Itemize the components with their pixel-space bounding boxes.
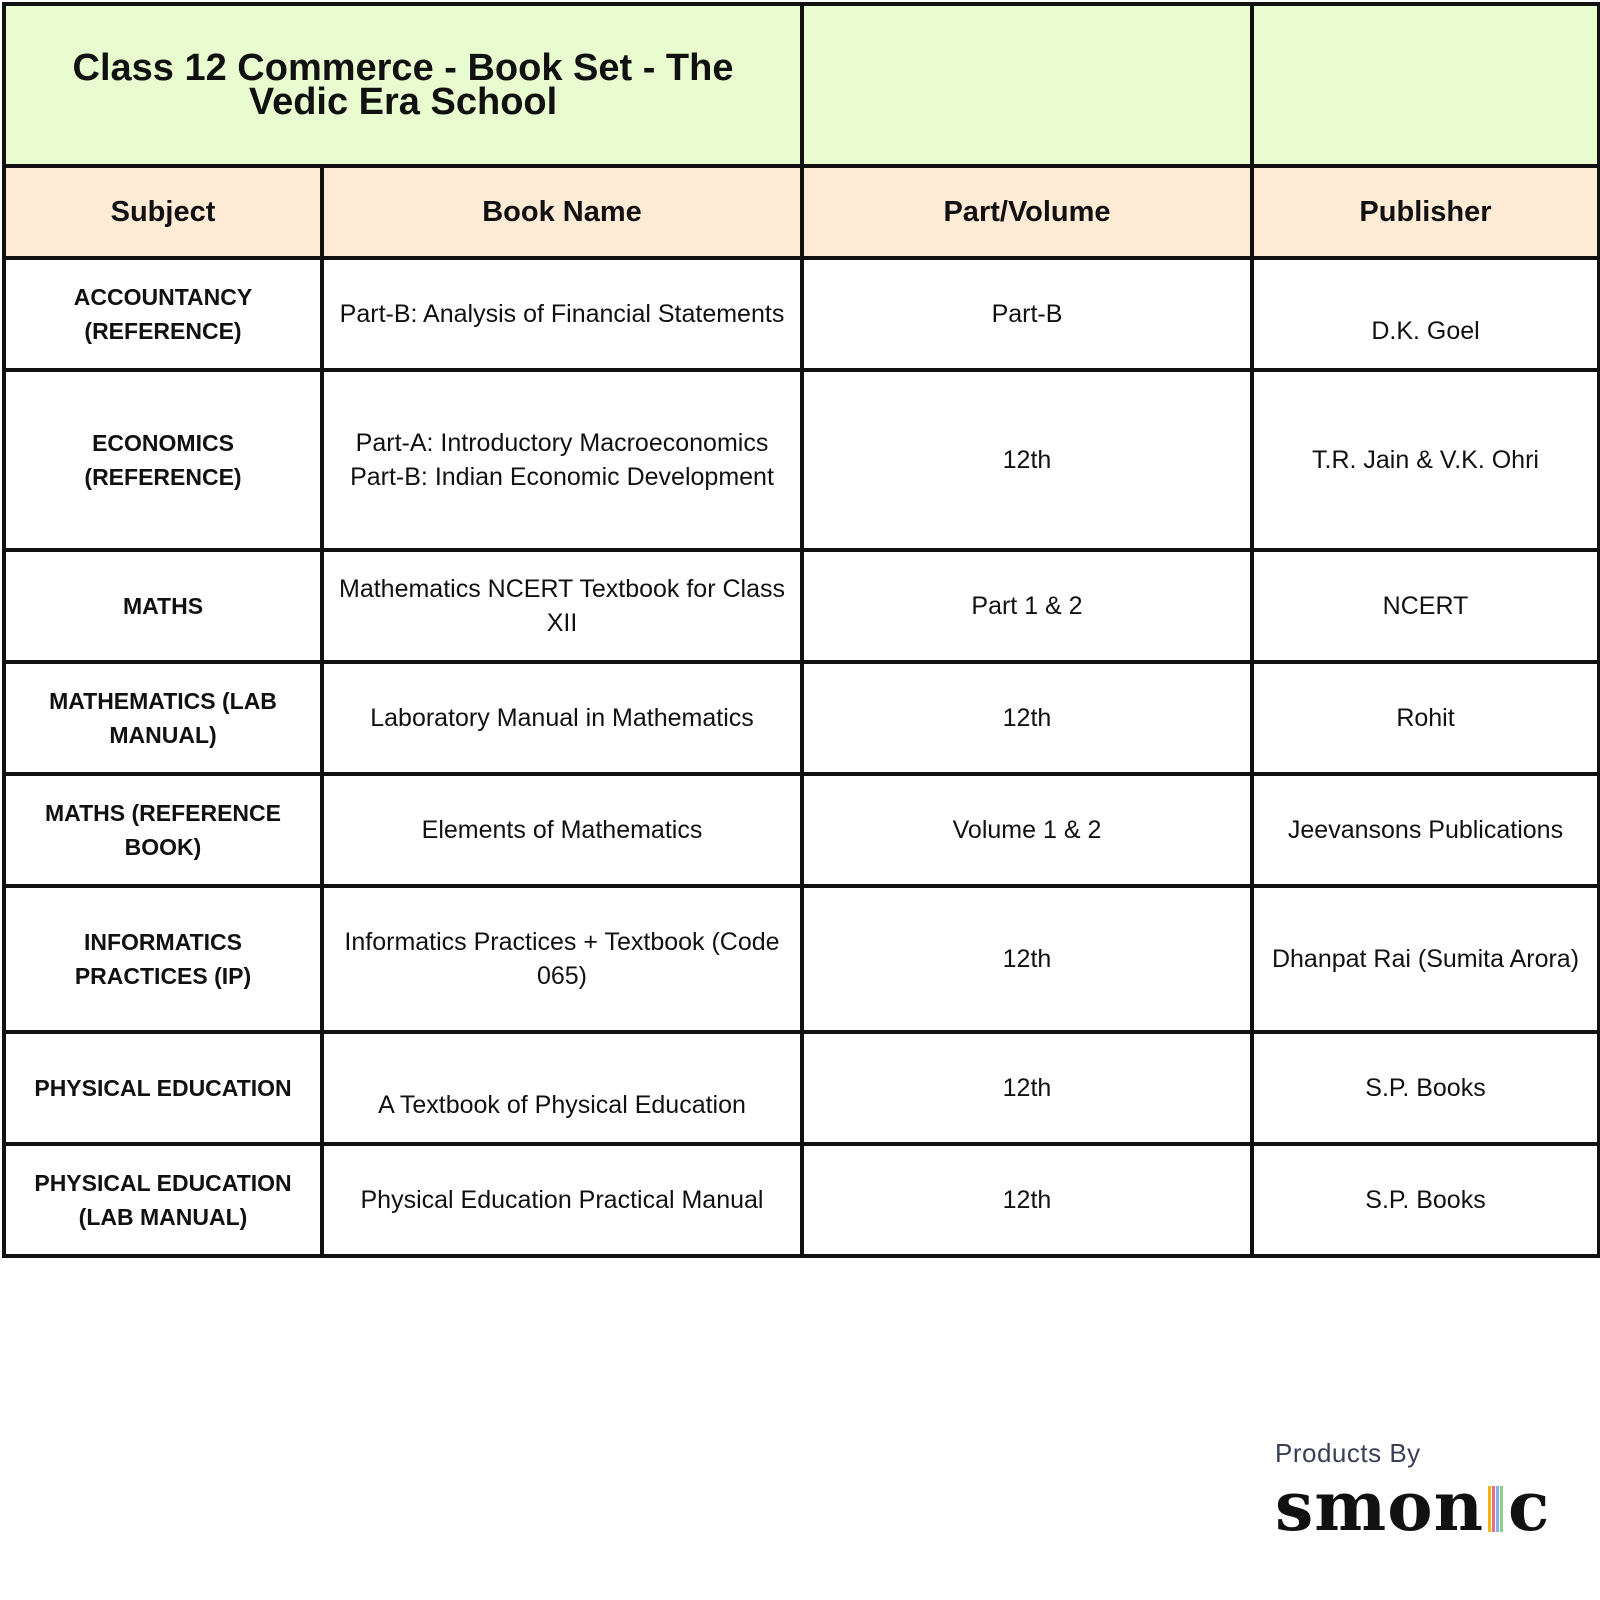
part-volume-cell: Part-B: [802, 258, 1252, 370]
publisher-cell: D.K. Goel: [1252, 258, 1599, 370]
publisher-cell: Rohit: [1252, 662, 1599, 774]
column-header-part-volume: Part/Volume: [802, 166, 1252, 258]
part-volume-cell: 12th: [802, 1032, 1252, 1144]
part-volume-cell: 12th: [802, 1144, 1252, 1256]
subject-cell: MATHEMATICS (LAB MANUAL): [4, 662, 322, 774]
table-title: Class 12 Commerce - Book Set - The Vedic Era School: [4, 4, 802, 166]
title-row: [4, 4, 1599, 166]
publisher-cell: Jeevansons Publications: [1252, 774, 1599, 886]
publisher-cell: Dhanpat Rai (Sumita Arora): [1252, 886, 1599, 1032]
title-blank-cell: [1252, 4, 1599, 166]
table-row: [4, 1032, 1599, 1144]
subject-cell: ACCOUNTANCY (REFERENCE): [4, 258, 322, 370]
table-row: [4, 550, 1599, 662]
book-name-cell: Part-B: Analysis of Financial Statements: [322, 258, 802, 370]
table-row: [4, 886, 1599, 1032]
part-volume-cell: Volume 1 & 2: [802, 774, 1252, 886]
book-name-cell: Part-A: Introductory Macroeconomics Part-B: Indian Economic Development: [322, 370, 802, 550]
book-name-cell: Physical Education Practical Manual: [322, 1144, 802, 1256]
part-volume-cell: 12th: [802, 370, 1252, 550]
column-header-book-name: Book Name: [322, 166, 802, 258]
book-name-cell: A Textbook of Physical Education: [322, 1032, 802, 1144]
part-volume-cell: 12th: [802, 662, 1252, 774]
publisher-cell: S.P. Books: [1252, 1032, 1599, 1144]
book-name-cell: Informatics Practices + Textbook (Code 065): [322, 886, 802, 1032]
title-blank-cell: [802, 4, 1252, 166]
part-volume-cell: 12th: [802, 886, 1252, 1032]
brand-footer: [1275, 1438, 1575, 1547]
publisher-cell: S.P. Books: [1252, 1144, 1599, 1256]
table-row: [4, 1144, 1599, 1256]
products-by-label: Products By: [1275, 1438, 1421, 1468]
table-row: [4, 774, 1599, 886]
book-name-cell: Elements of Mathematics: [322, 774, 802, 886]
part-volume-cell: Part 1 & 2: [802, 550, 1252, 662]
subject-cell: PHYSICAL EDUCATION: [4, 1032, 322, 1144]
subject-cell: ECONOMICS (REFERENCE): [4, 370, 322, 550]
subject-cell: MATHS (REFERENCE BOOK): [4, 774, 322, 886]
pencil-i-icon: [1488, 1486, 1504, 1532]
subject-cell: INFORMATICS PRACTICES (IP): [4, 886, 322, 1032]
publisher-cell: T.R. Jain & V.K. Ohri: [1252, 370, 1599, 550]
publisher-cell: NCERT: [1252, 550, 1599, 662]
column-header-subject: Subject: [4, 166, 322, 258]
table-row: [4, 258, 1599, 370]
subject-cell: PHYSICAL EDUCATION (LAB MANUAL): [4, 1144, 322, 1256]
smonic-logo: [1275, 1467, 1575, 1547]
header-row: [4, 166, 1599, 258]
book-name-cell: Mathematics NCERT Textbook for Class XII: [322, 550, 802, 662]
subject-cell: MATHS: [4, 550, 322, 662]
table-row: [4, 662, 1599, 774]
book-name-cell: Laboratory Manual in Mathematics: [322, 662, 802, 774]
table-row: [4, 370, 1599, 550]
logo-text-end: c: [1508, 1467, 1551, 1547]
book-set-table: [2, 2, 1600, 1258]
logo-text-start: smon: [1275, 1467, 1485, 1547]
column-header-publisher: Publisher: [1252, 166, 1599, 258]
